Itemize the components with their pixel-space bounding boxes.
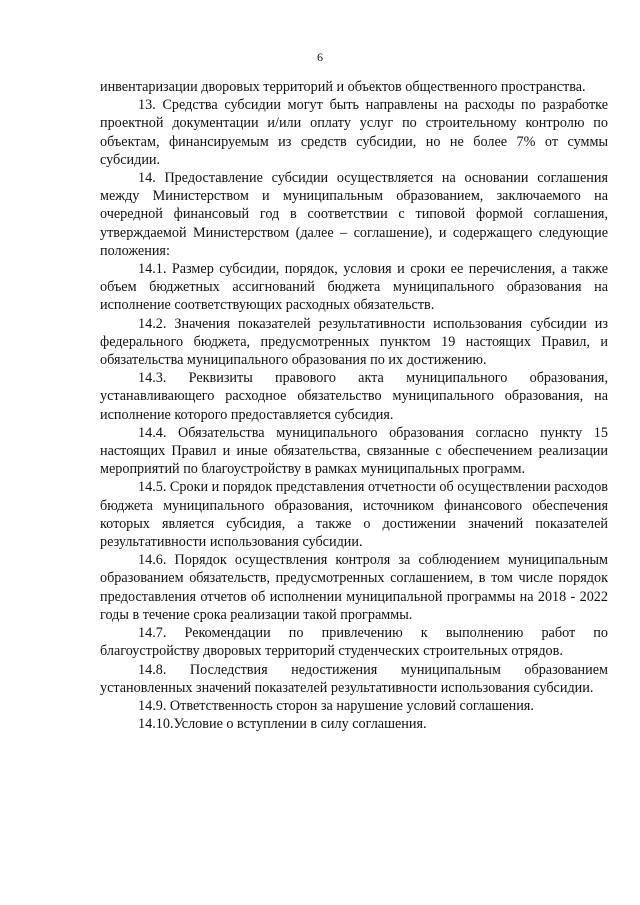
paragraph-14-3: 14.3. Реквизиты правового акта муниципального образования, устанавливающего расходное обязательство муниципального образования, на исполнение которого предоставляется субсидия.: [100, 370, 608, 423]
paragraph-14-9: 14.9. Ответственность сторон за нарушение условий соглашения.: [138, 697, 534, 714]
paragraph-14-5: 14.5. Сроки и порядок представления отчетности об осуществлении расходов бюджета муниципального образования, источником финансового обеспечения которых является субсидия, а также о достижении значений показателей результативности использования субсидии.: [100, 479, 608, 551]
paragraph-14-10: 14.10.Условие о вступлении в силу соглашения.: [138, 716, 427, 733]
paragraph-continuation: инвентаризации дворовых территорий и объектов общественного пространства.: [100, 79, 586, 95]
paragraph-14-4: 14.4. Обязательства муниципального образования согласно пункту 15 настоящих Правил и иные обязательства, связанные с обеспечением реализации мероприятий по благоустройству в рамках муниципальных программ.: [100, 424, 608, 478]
paragraph-14-2: 14.2. Значения показателей результативности использования субсидии из федерального бюджета, предусмотренных пунктом 19 настоящих Правил, и обязательства муниципального образования по их достижению.: [100, 315, 608, 369]
paragraph-13: 13. Средства субсидии могут быть направлены на расходы по разработке проектной документации и/или оплату услуг по строительному контролю по объектам, финансируемым из средств субсидии, но не более 7% от суммы субсидии.: [100, 97, 608, 168]
paragraph-14-8: 14.8. Последствия недостижения муниципальным образованием установленных значений показателей результативности использования субсидии.: [100, 661, 608, 696]
page-number: 6: [317, 50, 323, 64]
paragraph-14-6: 14.6. Порядок осуществления контроля за соблюдением муниципальным образованием обязательств, предусмотренных соглашением, в том числе порядок предоставления отчетов об исполнении муниципальной программы на 2018 - 2022 годы в течение срока реализации такой программы.: [100, 552, 608, 623]
document-body: [100, 78, 608, 733]
paragraph-14-1: 14.1. Размер субсидии, порядок, условия и сроки ее перечисления, а также объем бюджетных ассигнований бюджета муниципального образования на исполнение соответствующих расходных обязательств.: [100, 261, 608, 314]
paragraph-14-7: 14.7. Рекомендации по привлечению к выполнению работ по благоустройству дворовых территорий студенческих строительных отрядов.: [100, 625, 608, 660]
paragraph-14: 14. Предоставление субсидии осуществляется на основании соглашения между Министерством и муниципальным образованием, заключаемого на очередной финансовый год в соответствии с типовой формой соглашения, утверждаемой Министерством (далее – соглашение), и содержащего следующие положения:: [100, 170, 608, 259]
